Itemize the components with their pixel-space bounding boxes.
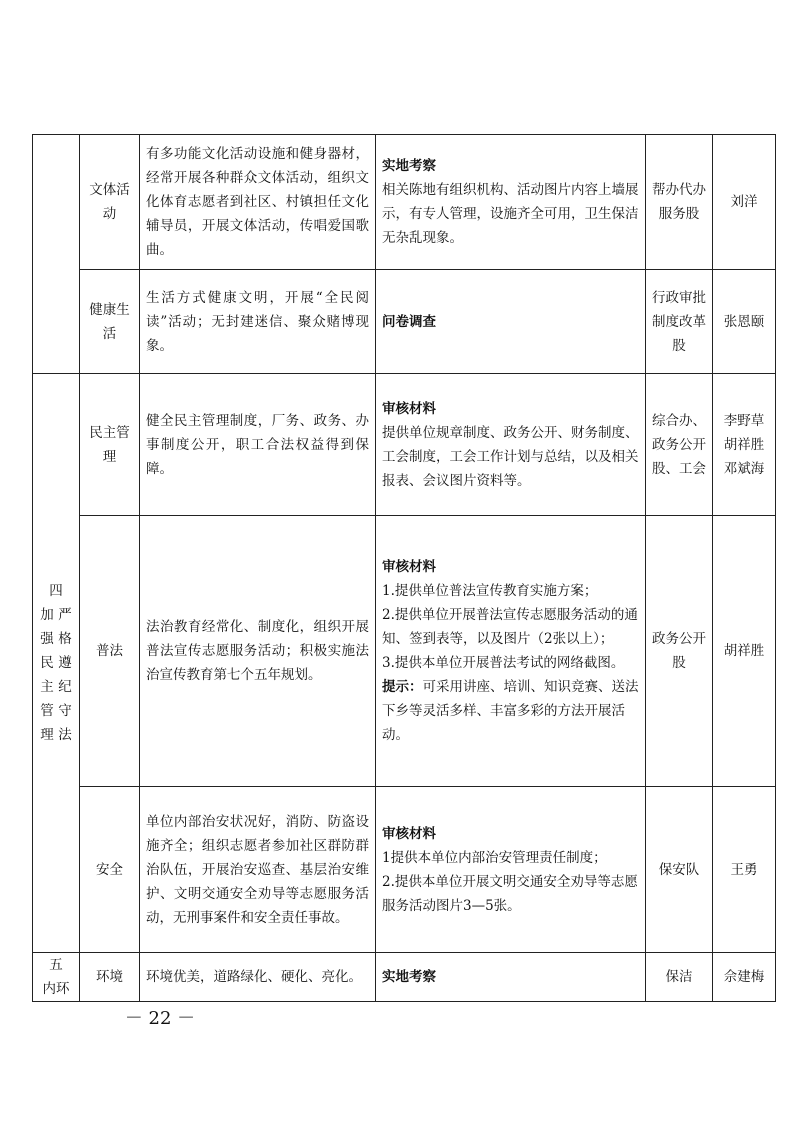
table-row — [33, 270, 776, 374]
table-row — [33, 953, 776, 1002]
item-name: 民主管理 — [80, 374, 140, 516]
category-cell-section-5 — [33, 953, 80, 1002]
department: 政务公开股 — [646, 516, 713, 787]
method-tip-text: 可采用讲座、培训、知识竞赛、送法下乡等灵活多样、丰富多彩的方法开展活动。 — [382, 679, 639, 743]
evaluation-table — [32, 134, 776, 1002]
page-number: － 22 － — [124, 1008, 196, 1029]
owner: 邓斌海 — [723, 460, 765, 477]
department: 保安队 — [646, 787, 713, 953]
category-cell-section-4 — [33, 374, 80, 953]
section-title: 内环 — [42, 981, 70, 997]
method-title: 问卷调查 — [382, 313, 436, 330]
method-body: 提供单位规章制度、政务公开、财务制度、工会制度，工会工作计划与总结，以及相关报表、会议图片资料等。 — [382, 424, 639, 489]
department: 保洁 — [646, 953, 713, 1002]
method-tip-label: 提示： — [382, 679, 423, 695]
method-item: 2.提供单位开展普法宣传志愿服务活动的通知、签到表等，以及图片（2张以上）； — [382, 607, 638, 647]
method-cell — [376, 270, 646, 374]
method-item: 3.提供本单位开展普法考试的网络截图。 — [382, 655, 625, 671]
method-body: 相关陈地有组织机构、活动图片内容上墙展示，有专人管理，设施齐全可用，卫生保洁无杂乱现象。 — [382, 182, 639, 246]
category-cell-continued — [33, 135, 80, 374]
method-item: 2.提供本单位开展文明交通安全劝导等志愿服务活动图片3—5张。 — [382, 873, 638, 914]
method-cell — [376, 135, 646, 270]
method-title: 实地考察 — [382, 969, 436, 985]
requirement-text: 有多功能文化活动设施和健身器材，经常开展各种群众文体活动，组织文化体育志愿者到社区、村镇担任文化辅导员，开展文体活动，传唱爱国歌曲。 — [140, 135, 376, 270]
method-cell — [376, 953, 646, 1002]
method-cell — [376, 787, 646, 953]
table-row — [33, 516, 776, 787]
section-number: 四 — [49, 583, 63, 599]
method-title: 审核材料 — [382, 559, 436, 575]
method-title: 审核材料 — [382, 825, 436, 842]
item-name: 安全 — [80, 787, 140, 953]
owner: 张恩颐 — [713, 270, 776, 374]
requirement-text: 环境优美，道路绿化、硬化、亮化。 — [140, 953, 376, 1002]
owner: 刘洋 — [713, 135, 776, 270]
department: 综合办、政务公开股、工会 — [646, 374, 713, 516]
item-name: 健康生活 — [80, 270, 140, 374]
requirement-text: 健全民主管理制度，厂务、政务、办事制度公开，职工合法权益得到保障。 — [140, 374, 376, 516]
method-item: 1.提供单位普法宣传教育实施方案； — [382, 583, 598, 599]
item-name: 普法 — [80, 516, 140, 787]
owner: 王勇 — [713, 787, 776, 953]
table-row — [33, 135, 776, 270]
method-title: 实地考察 — [382, 158, 436, 174]
item-name: 文体活动 — [80, 135, 140, 270]
method-cell — [376, 374, 646, 516]
department: 行政审批制度改革股 — [646, 270, 713, 374]
method-cell — [376, 516, 646, 787]
owner: 李野草 — [723, 412, 765, 429]
section-title-vertical: 加 强 民 主 管 理 严 格 遵 纪 守 法 — [40, 607, 72, 743]
owner-list — [713, 374, 776, 516]
method-tip — [382, 675, 639, 747]
owner: 佘建梅 — [713, 953, 776, 1002]
table-row — [33, 374, 776, 516]
method-title: 审核材料 — [382, 400, 436, 417]
method-item: 1提供本单位内部治安管理责任制度； — [382, 849, 607, 866]
requirement-text: 单位内部治安状况好，消防、防盗设施齐全；组织志愿者参加社区群防群治队伍，开展治安巡查、基层治安维护、文明交通安全劝导等志愿服务活动，无刑事案件和安全责任事故。 — [140, 787, 376, 953]
item-name: 环境 — [80, 953, 140, 1002]
table-row — [33, 787, 776, 953]
section-number: 五 — [49, 957, 63, 973]
owner: 胡祥胜 — [723, 436, 765, 453]
requirement-text: 法治教育经常化、制度化，组织开展普法宣传志愿服务活动；积极实施法治宣传教育第七个五年规划。 — [140, 516, 376, 787]
department: 帮办代办服务股 — [646, 135, 713, 270]
requirement-text: 生活方式健康文明，开展“全民阅读”活动；无封建迷信、聚众赌博现象。 — [140, 270, 376, 374]
owner: 胡祥胜 — [713, 516, 776, 787]
